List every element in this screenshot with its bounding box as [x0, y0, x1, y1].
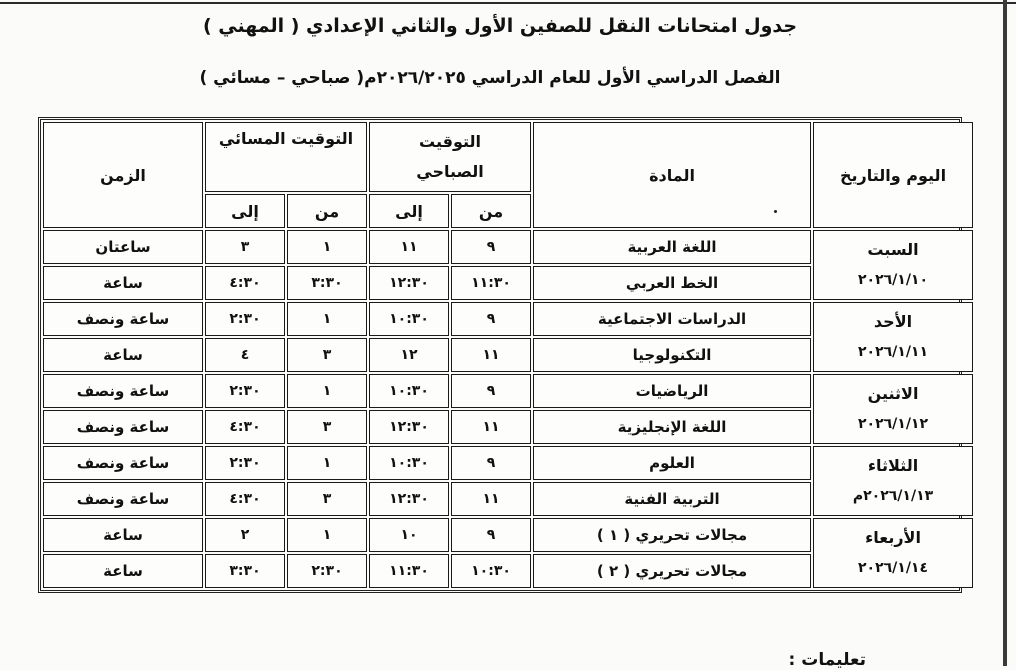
evening-from-cell: ١ [287, 374, 367, 408]
header-morning-line2: الصباحي [416, 162, 484, 181]
header-morning-to: إلى [369, 194, 449, 228]
morning-from-cell: ١١ [451, 482, 531, 516]
duration-cell: ساعة ونصف [43, 302, 203, 336]
morning-from-cell: ٩ [451, 446, 531, 480]
subject-cell: اللغة العربية [533, 230, 811, 264]
day-name: الثلاثاء [867, 456, 919, 475]
morning-to-cell: ١٠:٣٠ [369, 302, 449, 336]
evening-from-cell: ١ [287, 446, 367, 480]
duration-cell: ساعة ونصف [43, 482, 203, 516]
day-date-cell [813, 518, 973, 588]
morning-from-cell: ١١:٣٠ [451, 266, 531, 300]
duration-cell: ساعة ونصف [43, 374, 203, 408]
instructions-heading: تعليمات : [788, 650, 866, 670]
evening-from-cell: ١ [287, 230, 367, 264]
right-border-line [1003, 0, 1007, 666]
day-date-cell [813, 374, 973, 444]
table-row [43, 446, 973, 480]
evening-to-cell: ٣:٣٠ [205, 554, 285, 588]
morning-from-cell: ١٠:٣٠ [451, 554, 531, 588]
subject-cell: مجالات تحريري ( ٢ ) [533, 554, 811, 588]
evening-to-cell: ٣ [205, 230, 285, 264]
exam-date: ٢٠٢٦/١/١١ [857, 344, 929, 360]
morning-to-cell: ١٢ [369, 338, 449, 372]
duration-cell: ساعة [43, 554, 203, 588]
header-evening-from: من [287, 194, 367, 228]
evening-to-cell: ٢:٣٠ [205, 446, 285, 480]
day-name: السبت [867, 240, 919, 259]
exam-date: ٢٠٢٦/١/١٠ [857, 272, 929, 288]
subject-cell: التكنولوجيا [533, 338, 811, 372]
header-evening-timing: التوقيت المسائي [205, 122, 367, 192]
morning-to-cell: ١٢:٣٠ [369, 266, 449, 300]
table-row [43, 374, 973, 408]
morning-to-cell: ١١:٣٠ [369, 554, 449, 588]
subject-cell: مجالات تحريري ( ١ ) [533, 518, 811, 552]
evening-from-cell: ١ [287, 302, 367, 336]
header-subject: المادة [533, 122, 811, 228]
evening-from-cell: ٣ [287, 338, 367, 372]
evening-from-cell: ١ [287, 518, 367, 552]
header-morning-timing [369, 122, 531, 192]
stray-dot-mark [774, 210, 777, 213]
subject-cell: العلوم [533, 446, 811, 480]
exam-date: ٢٠٢٦/١/١٢ [857, 416, 929, 432]
day-date-cell [813, 302, 973, 372]
morning-from-cell: ٩ [451, 374, 531, 408]
day-name: الأحد [873, 312, 913, 331]
table-row [43, 230, 973, 264]
exam-date: ٢٠٢٦/١/١٣م [852, 488, 934, 504]
morning-to-cell: ١٠ [369, 518, 449, 552]
morning-from-cell: ٩ [451, 302, 531, 336]
evening-to-cell: ٢:٣٠ [205, 302, 285, 336]
morning-to-cell: ١٠:٣٠ [369, 446, 449, 480]
header-morning-from: من [451, 194, 531, 228]
morning-from-cell: ٩ [451, 518, 531, 552]
table-row [43, 518, 973, 552]
day-date-cell [813, 446, 973, 516]
table-row [43, 302, 973, 336]
day-name: الأربعاء [865, 528, 921, 547]
top-border-line [0, 2, 1016, 4]
morning-to-cell: ١٢:٣٠ [369, 482, 449, 516]
subject-cell: اللغة الإنجليزية [533, 410, 811, 444]
subject-cell: الرياضيات [533, 374, 811, 408]
duration-cell: ساعة [43, 518, 203, 552]
duration-cell: ساعة [43, 338, 203, 372]
evening-from-cell: ٣:٣٠ [287, 266, 367, 300]
day-date-cell [813, 230, 973, 300]
header-morning-line1: التوقيت [419, 132, 481, 151]
morning-to-cell: ١٠:٣٠ [369, 374, 449, 408]
evening-from-cell: ٣ [287, 410, 367, 444]
evening-to-cell: ٤:٣٠ [205, 482, 285, 516]
exam-schedule-table [38, 117, 962, 593]
morning-to-cell: ١١ [369, 230, 449, 264]
header-evening-to: إلى [205, 194, 285, 228]
evening-to-cell: ٢ [205, 518, 285, 552]
morning-from-cell: ١١ [451, 410, 531, 444]
duration-cell: ساعة [43, 266, 203, 300]
header-day-date: اليوم والتاريخ [813, 122, 973, 228]
day-name: الاثنين [867, 384, 919, 403]
morning-to-cell: ١٢:٣٠ [369, 410, 449, 444]
document-subtitle: الفصل الدراسي الأول للعام الدراسي ٢٠٢٦/٢٠٢٥م( صباحي – مسائي ) [199, 68, 781, 88]
evening-from-cell: ٢:٣٠ [287, 554, 367, 588]
duration-cell: ساعتان [43, 230, 203, 264]
evening-to-cell: ٤:٣٠ [205, 410, 285, 444]
header-duration: الزمن [43, 122, 203, 228]
evening-to-cell: ٤ [205, 338, 285, 372]
subject-cell: التربية الفنية [533, 482, 811, 516]
evening-to-cell: ٢:٣٠ [205, 374, 285, 408]
subject-cell: الدراسات الاجتماعية [533, 302, 811, 336]
duration-cell: ساعة ونصف [43, 446, 203, 480]
subject-cell: الخط العربي [533, 266, 811, 300]
duration-cell: ساعة ونصف [43, 410, 203, 444]
evening-to-cell: ٤:٣٠ [205, 266, 285, 300]
exam-date: ٢٠٢٦/١/١٤ [857, 560, 929, 576]
evening-from-cell: ٣ [287, 482, 367, 516]
morning-from-cell: ١١ [451, 338, 531, 372]
morning-from-cell: ٩ [451, 230, 531, 264]
document-title: جدول امتحانات النقل للصفين الأول والثاني الإعدادي ( المهني ) [202, 15, 798, 37]
